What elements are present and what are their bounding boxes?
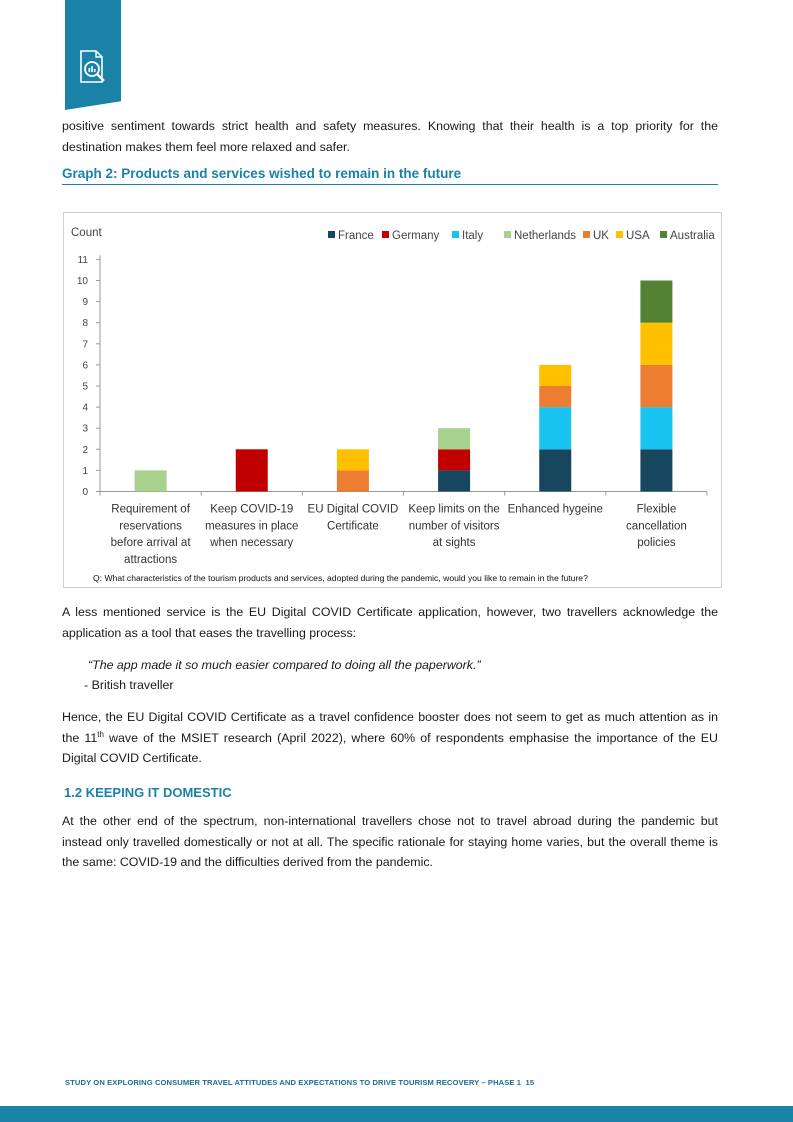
legend-label: Australia — [670, 230, 715, 242]
bar-segment-germany — [438, 449, 470, 470]
y-tick-label: 8 — [82, 318, 88, 330]
quote-source: - British traveller — [84, 678, 174, 692]
legend-swatch-australia — [660, 231, 667, 238]
y-tick-label: 4 — [82, 402, 88, 414]
legend-swatch-netherlands — [504, 231, 511, 238]
bar-segment-france — [438, 470, 470, 491]
chart-container — [63, 212, 722, 588]
y-tick-label: 0 — [82, 487, 88, 498]
bar-segment-usa — [539, 365, 571, 386]
bar-segment-netherlands — [135, 470, 167, 491]
bar-segment-australia — [640, 281, 672, 323]
y-tick-label: 2 — [82, 444, 88, 456]
x-tick-label: reservations — [119, 520, 182, 533]
bar-segment-germany — [236, 449, 268, 491]
x-tick-label: Flexible — [636, 503, 677, 516]
x-tick-label: Keep COVID-19 — [210, 503, 294, 516]
msiet-text-b: wave of the MSIET research (April 2022), where 60% of respondents emphasise the importance of the EU Digital COVID Certificate. — [62, 730, 719, 766]
paragraph-msiet — [62, 707, 718, 769]
section-heading: 1.2 KEEPING IT DOMESTIC — [64, 785, 232, 800]
y-tick-label: 3 — [82, 423, 88, 435]
bar-segment-usa — [337, 449, 369, 470]
legend-swatch-germany — [382, 231, 389, 238]
footer — [65, 1078, 534, 1087]
legend-swatch-usa — [616, 231, 623, 238]
intro-paragraph: positive sentiment towards strict health and safety measures. Knowing that their health is a top priority for the destination makes them feel more relaxed and safer. — [62, 119, 718, 154]
report-search-icon — [77, 48, 109, 88]
legend-label: Germany — [392, 230, 440, 242]
x-tick-label: EU Digital COVID — [307, 503, 399, 516]
header-tab — [65, 0, 121, 110]
y-tick-label: 6 — [82, 360, 88, 372]
legend-label: USA — [626, 230, 650, 242]
x-tick-label: Keep limits on the — [408, 503, 500, 516]
x-tick-label: number of visitors — [408, 520, 500, 533]
bar-segment-italy — [539, 407, 571, 449]
x-tick-label: measures in place — [205, 520, 299, 533]
bar-segment-uk — [337, 470, 369, 491]
msiet-text-a: Hence, the EU Digital COVID Certificate as a travel confidence booster does not seem to get as much attention as in the 11 — [62, 710, 718, 745]
x-tick-label: when necessary — [210, 537, 294, 550]
bar-segment-netherlands — [438, 428, 470, 449]
footer-text: STUDY ON EXPLORING CONSUMER TRAVEL ATTITUDES AND EXPECTATIONS TO DRIVE TOURISM RECOVERY – PHASE 1 — [65, 1078, 522, 1087]
stacked-bar-chart — [64, 213, 721, 587]
paragraph-domestic: At the other end of the spectrum, non-international travellers chose not to travel abroad during the pandemic but instead only travelled domestically or not at all. The specific rationale for staying home varies, but the overall theme is the same: COVID-19 and the difficulties derived from the pandemic. — [62, 814, 718, 870]
y-axis-title: Count — [71, 227, 102, 239]
y-tick-label: 7 — [82, 339, 88, 351]
x-tick-label: policies — [637, 537, 676, 550]
legend-label: UK — [593, 230, 609, 242]
x-tick-label: attractions — [124, 553, 178, 566]
legend-label: Italy — [462, 230, 484, 242]
y-tick-label: 9 — [82, 297, 88, 309]
x-tick-label: Enhanced hygeine — [507, 503, 603, 516]
bar-segment-uk — [539, 386, 571, 407]
x-tick-label: Requirement of — [111, 503, 190, 516]
bar-segment-italy — [640, 407, 672, 449]
graph-title: Graph 2: Products and services wished to remain in the future — [62, 166, 718, 185]
bar-segment-usa — [640, 323, 672, 365]
page-number: 15 — [525, 1078, 535, 1087]
traveller-quote: “The app made it so much easier compared to doing all the paperwork.” — [88, 658, 481, 672]
x-tick-label: Certificate — [327, 520, 379, 533]
bar-segment-france — [539, 449, 571, 491]
legend-label: Netherlands — [514, 230, 577, 242]
legend-swatch-uk — [583, 231, 590, 238]
x-tick-label: cancellation — [626, 520, 687, 533]
legend-label: France — [338, 230, 374, 242]
legend-swatch-france — [328, 231, 335, 238]
chart-question: Q: What characteristics of the tourism products and services, adopted during the pandemic, would you like to remain in the future? — [93, 573, 588, 583]
x-tick-label: at sights — [432, 537, 476, 550]
y-tick-label: 10 — [76, 276, 88, 287]
bar-segment-france — [640, 449, 672, 491]
paragraph-certificate: A less mentioned service is the EU Digital COVID Certificate application, however, two travellers acknowledge the application as a tool that eases the travelling process: — [62, 605, 718, 640]
x-tick-label: before arrival at — [110, 537, 191, 550]
footer-bar — [0, 1106, 793, 1122]
y-tick-label: 11 — [77, 254, 88, 266]
y-tick-label: 1 — [82, 465, 88, 477]
y-tick-label: 5 — [82, 381, 88, 393]
msiet-sup: th — [97, 729, 104, 739]
legend-swatch-italy — [452, 231, 459, 238]
bar-segment-uk — [640, 365, 672, 407]
